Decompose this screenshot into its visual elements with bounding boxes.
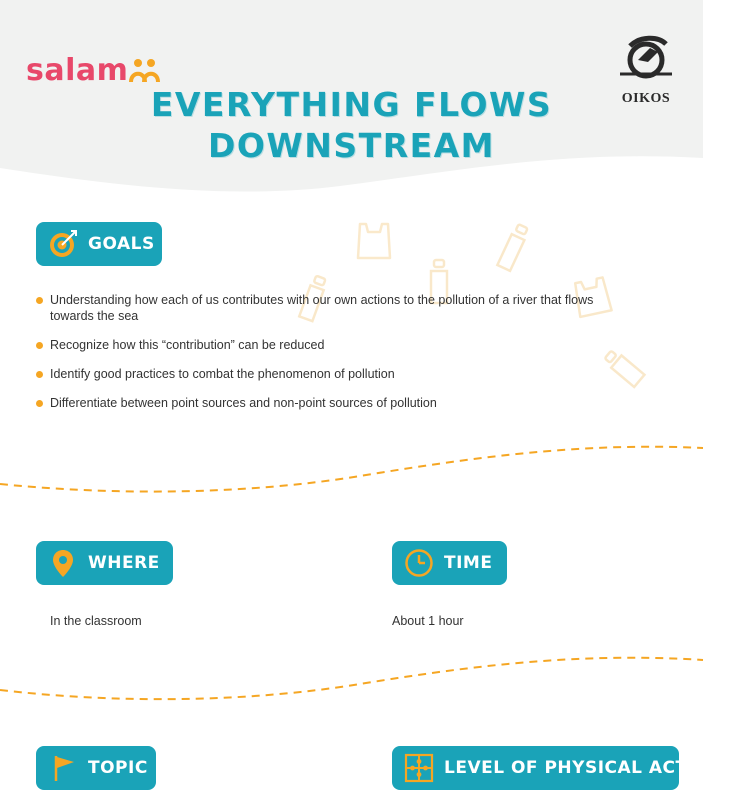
ibex-emblem-icon — [614, 34, 678, 84]
topic-heading-label: TOPIC — [88, 758, 148, 778]
location-pin-icon — [48, 548, 78, 578]
physical-activity-heading — [392, 746, 740, 790]
where-text: In the classroom — [50, 614, 142, 628]
physical-activity-heading-label: LEVEL OF PHYSICAL ACTIVITY — [444, 758, 740, 778]
topic-heading — [36, 746, 156, 790]
plastic-bottle-icon — [496, 222, 530, 274]
oikos-logo-text: OIKOS — [621, 91, 671, 106]
dashed-wave-divider — [0, 438, 703, 498]
target-icon — [48, 229, 78, 259]
time-text: About 1 hour — [392, 614, 464, 628]
goal-item: Recognize how this “contribution” can be reduced — [36, 337, 596, 353]
goal-item: Understanding how each of us contributes with our own actions to the pollution of a river that flows towards the sea — [36, 292, 596, 324]
flag-icon — [48, 753, 78, 783]
goals-list — [36, 292, 596, 424]
title-line-2: DOWNSTREAM — [207, 126, 496, 165]
plastic-bottle-icon — [600, 346, 648, 390]
page-title — [150, 84, 553, 166]
goal-item: Differentiate between point sources and non-point sources of pollution — [36, 395, 596, 411]
clock-icon — [404, 548, 434, 578]
where-heading-label: WHERE — [88, 553, 160, 573]
time-heading-label: TIME — [444, 553, 493, 573]
title-line-1: EVERYTHING FLOWS — [150, 85, 553, 124]
oikos-logo — [612, 34, 680, 107]
plastic-bag-icon — [352, 214, 396, 262]
goals-heading — [36, 222, 162, 266]
people-icon — [129, 57, 159, 83]
goal-item: Identify good practices to combat the phenomenon of pollution — [36, 366, 596, 382]
salam-logo — [26, 50, 159, 90]
where-heading — [36, 541, 173, 585]
puzzle-icon — [404, 753, 434, 783]
time-heading — [392, 541, 507, 585]
salam-logo-text: salam — [26, 52, 129, 88]
dashed-wave-divider — [0, 648, 703, 708]
goals-heading-label: GOALS — [88, 234, 155, 254]
